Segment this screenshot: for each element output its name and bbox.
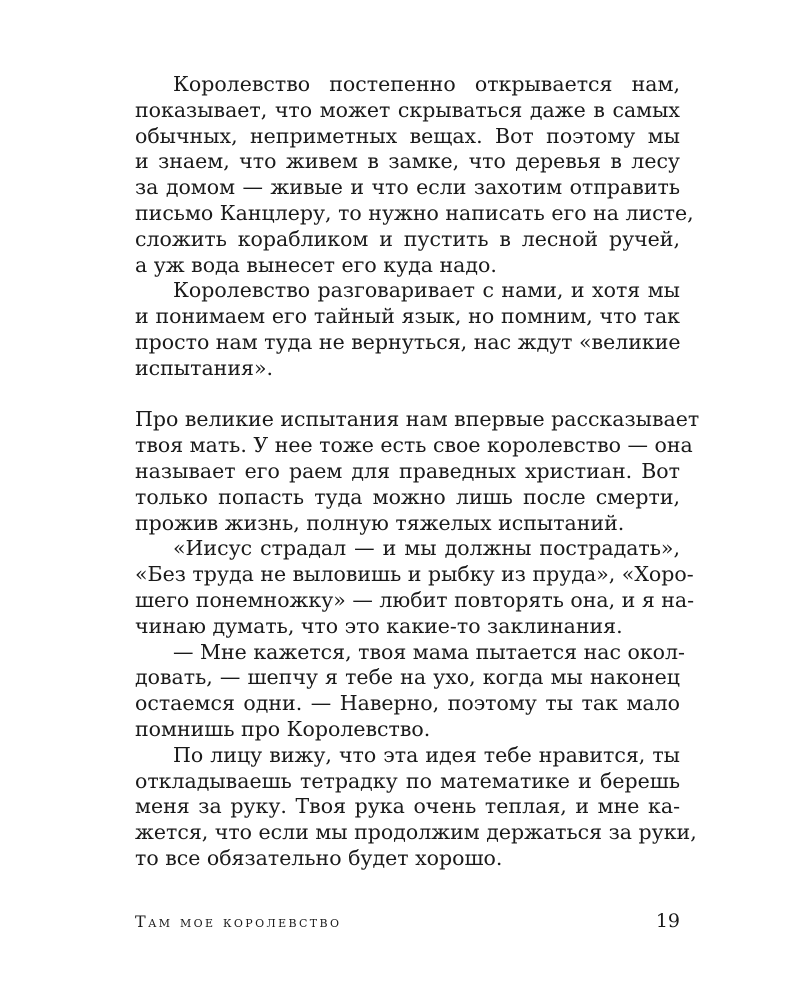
- text-line: откладываешь тетрадку по математике и берешь: [135, 768, 680, 793]
- text-line: — Мне кажется, твоя мама пытается нас окол-: [173, 639, 685, 664]
- text-line: твоя мать. У нее тоже есть свое королевство — она: [135, 433, 693, 458]
- text-line: помнишь про Королевство.: [135, 716, 431, 741]
- page-number: 19: [655, 910, 680, 932]
- text-line: прожив жизнь, полную тяжелых испытаний.: [135, 510, 625, 535]
- text-line: показывает, что может скрываться даже в самых: [135, 97, 680, 122]
- text-line: По лицу вижу, что эта идея тебе нравится, ты: [173, 742, 680, 767]
- text-line: «Без труда не выловишь и рыбку из пруда», «Хоро-: [135, 562, 694, 587]
- text-line: испытания».: [135, 355, 274, 380]
- text-line: а уж вода вынесет его куда надо.: [135, 252, 497, 277]
- text-line: называет его раем для праведных христиан. Вот: [135, 458, 680, 483]
- paragraph: [135, 72, 694, 278]
- text-line: довать, — шепчу я тебе на ухо, когда мы наконец: [135, 665, 680, 690]
- paragraph: [135, 407, 700, 536]
- paragraph: [135, 639, 685, 743]
- text-line: жется, что если мы продолжим держаться за руки,: [135, 820, 697, 845]
- text-line: за домом — живые и что если захотим отправить: [135, 175, 680, 200]
- text-line: «Иисус страдал — и мы должны пострадать»,: [173, 536, 680, 561]
- text-line: и знаем, что живем в замке, что деревья в лесу: [135, 149, 680, 174]
- text-line: Королевство разговаривает с нами, и хотя мы: [173, 278, 680, 303]
- text-line: обычных, неприметных вещах. Вот поэтому мы: [135, 123, 680, 148]
- section-break: [135, 382, 680, 408]
- paragraph: [135, 536, 695, 639]
- text-line: Королевство постепенно открывается нам,: [173, 72, 680, 96]
- text-line: сложить корабликом и пустить в лесной ручей,: [135, 226, 680, 251]
- text-line: Про великие испытания нам впервые рассказывает: [135, 407, 700, 432]
- text-line: письмо Канцлеру, то нужно написать его на листе,: [135, 200, 694, 225]
- text-line: то все обязательно будет хорошо.: [135, 845, 503, 870]
- text-line: только попасть туда можно лишь после смерти,: [135, 484, 680, 509]
- text-line: меня за руку. Твоя рука очень теплая, и мне ка-: [135, 794, 680, 819]
- text-line: остаемся одни. — Наверно, поэтому ты так мало: [135, 691, 680, 716]
- text-line: чинаю думать, что это какие-то заклинания.: [135, 613, 623, 638]
- page-body: [135, 72, 700, 872]
- paragraph: [135, 278, 680, 381]
- text-line: просто нам туда не вернуться, нас ждут «великие: [135, 329, 681, 354]
- page-footer: [135, 912, 680, 942]
- text-line: шего понемножку» — любит повторять она, и я на-: [135, 587, 695, 612]
- running-title: Там мое королевство: [135, 912, 342, 931]
- text-line: и понимаем его тайный язык, но помним, что так: [135, 304, 680, 329]
- paragraph: [135, 742, 697, 872]
